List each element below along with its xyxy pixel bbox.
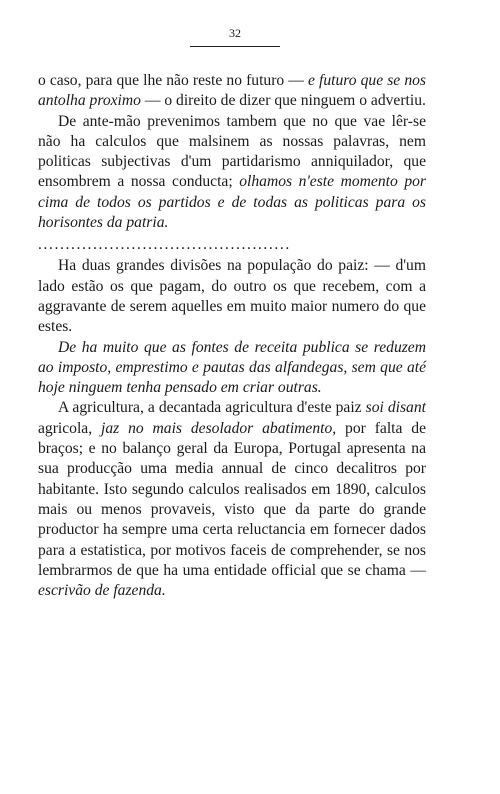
paragraph-5-italic-1: soi disant	[365, 399, 426, 417]
paragraph-1-text-1: o caso, para que lhe não reste no futuro —	[38, 72, 308, 89]
paragraph-5-text-2: agricola,	[38, 419, 101, 437]
paragraph-2-italic-1: olhamos n'este momento por cima de todos os partidos e de todas as politicas para os horisontes da patria.	[38, 173, 426, 232]
page-number-rule	[190, 46, 280, 47]
paragraph-5-italic-3: escrivão de fazenda.	[38, 582, 166, 600]
paragraph-1-italic-1: e futuro que se nos antolha proximo	[38, 72, 426, 110]
paragraph-4-italic-1: De ha muito que as fontes de receita publica se reduzem ao imposto, emprestimo e pautas das alfandegas, sem que até hoje ninguem tenha pensado em criar outras.	[38, 338, 426, 397]
paragraph-5	[38, 398, 426, 601]
page-number: 32	[229, 26, 241, 40]
paragraph-2	[38, 112, 426, 234]
section-ellipsis: ..............................................	[38, 238, 291, 253]
paragraph-5-italic-2: jaz no mais desolador abatimento,	[101, 419, 337, 437]
paragraph-2-text-1: De ante-mão prevenimos tambem que no que vae lêr-se não ha calculos que malsinem as nossas palavras, nem politicas subjectivas d'um partidarismo anniquilador, que ensombrem a nossa conducta;	[38, 112, 426, 191]
paragraph-1	[38, 71, 426, 112]
body-text	[38, 71, 426, 601]
paragraph-1-text-2: — o direito de dizer que ninguem o advertiu.	[140, 92, 426, 110]
paragraph-3	[38, 256, 426, 337]
paragraph-3-text-1: Ha duas grandes divisões na população do paiz: — d'um lado estão os que pagam, do outro os que recebem, com a aggravante de serem aquelles em muito maior numero do que estes.	[38, 257, 426, 336]
paragraph-4	[38, 338, 426, 399]
paragraph-5-text-3: por falta de braços; e no balanço geral da Europa, Portugal apresenta na sua producção uma media annual de cinco decalitros por habitante. Isto segundo calculos realisados em 1890, calculos mais ou menos provaveis, visto que da parte do grande productor ha sempre uma certa reluctancia em fornecer dados para a estatistica, por motivos faceis de comprehender, se nos lembrarmos de que ha uma entidade official que se chama —	[38, 419, 427, 579]
paragraph-5-text-1: A agricultura, a decantada agricultura d'este paiz	[58, 399, 366, 417]
